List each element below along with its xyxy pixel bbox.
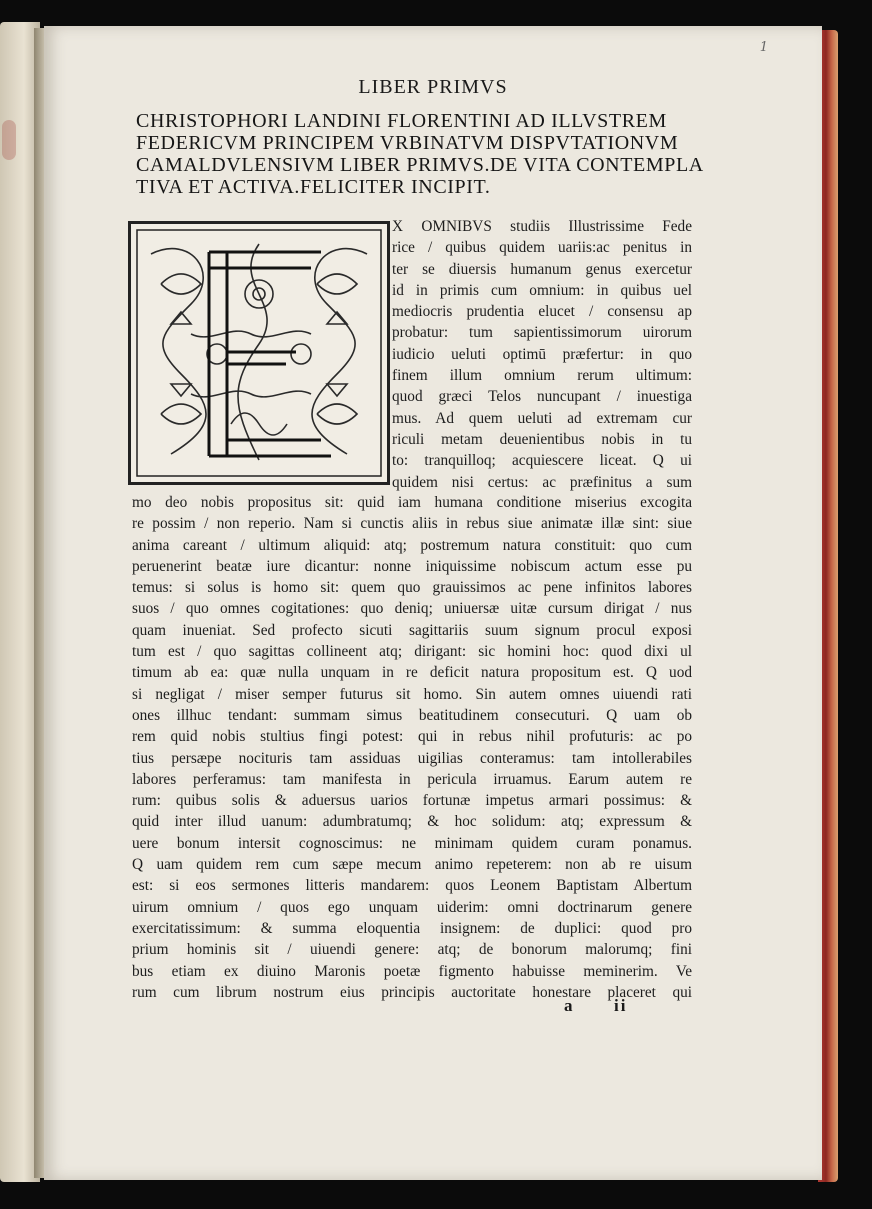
text-line: id in primis cum omnium: in quibus uel	[392, 281, 692, 299]
text-line: X OMNIBVS studiis Illustrissime Fede	[392, 218, 692, 235]
text-line: finem illum omnium rerum ultimum:	[392, 367, 692, 385]
text-line: tius persæpe nocituris tam assiduas uigilias conteramus: tam intollerabiles	[132, 749, 692, 767]
text-line: probatur: tum sapientissimorum uirorum	[392, 324, 692, 342]
text-line: timum ab ea: quæ nulla unquam in re deficit natura propositum est. Q uod	[132, 664, 692, 682]
signature-number: ii	[614, 996, 628, 1015]
running-head: LIBER PRIMVS	[358, 76, 508, 98]
text-line: quod græci Telos nuncupant / inuestiga	[392, 388, 692, 406]
title-line: FEDERICVM PRINCIPEM VRBINATVM DISPVTATIONVM	[136, 132, 679, 154]
text-line: iudicio ueluti optimū præfertur: in quo	[392, 345, 692, 363]
text-line: Q uam quidem rem cum sæpe mecum animo repeterem: non ab re uisum	[132, 856, 692, 874]
title-line: CAMALDVLENSIVM LIBER PRIMVS.DE VITA CONTEMPLA	[136, 154, 704, 176]
title-block	[136, 110, 704, 198]
text-line: mo deo nobis propositus sit: quid iam humana conditione miserius excogita	[132, 494, 692, 511]
text-line: uirum omnium / quos ego unquam uiderim: omni doctrinarum genere	[132, 898, 692, 916]
text-line: suos / quo omnes cogitationes: quo deniq; uniuersæ uitæ cursum dirigat / nus	[132, 600, 692, 618]
folio-number: 1	[759, 40, 768, 55]
text-column-wide	[132, 492, 692, 1003]
text-line: prium hominis sit / uiuendi genere: atq; de bonorum malorumq; fini	[132, 941, 692, 959]
text-line: bus etiam ex diuino Maronis poetæ figmento habuisse meminerim. Ve	[132, 962, 692, 980]
signature-letter: a	[564, 996, 575, 1015]
floral-initial-woodcut	[131, 224, 387, 482]
text-line: est: si eos sermones litteris mandarem: quos Leonem Baptistam Albertum	[132, 877, 692, 895]
title-line: CHRISTOPHORI LANDINI FLORENTINI AD ILLVSTREM	[136, 110, 667, 132]
text-line: ter se diuersis humanum genus exercetur	[392, 260, 692, 278]
text-line: tum est / quo sagittas collineent atq; dirigant: sic homini hoc: quod dixi ul	[132, 643, 692, 661]
decorated-initial	[128, 221, 390, 485]
text-line: rice / quibus quidem uariis:ac penitus in	[392, 239, 692, 257]
text-column-narrow	[392, 216, 692, 493]
text-line: riculi metam deuenientibus nobis in tu	[392, 430, 692, 448]
text-line: anima careant / ultimum aliquid: atq; postremum natura constituit: quo cum	[132, 536, 692, 554]
text-line: ones illhuc tendant: summam simus beatitudinem consecuturi. Q uam ob	[132, 706, 692, 724]
title-line: TIVA ET ACTIVA.FELICITER INCIPIT.	[136, 176, 491, 198]
text-line: quam inueniat. Sed profecto sicuti sagittariis suum signum procul exposi	[132, 621, 692, 639]
text-line: rum cum librum nostrum eius principis auctoritate honestare placeret qui	[132, 983, 692, 1001]
text-line: re possim / non reperio. Nam si cunctis aliis in rebus siue animatæ illæ sint: siue	[132, 515, 692, 533]
text-line: uere bonum intersit cognoscimus: ne minimam quidem curam ponamus.	[132, 834, 692, 852]
text-line: rem quid nobis stultius fingi potest: qui in rebus nihil profuturis: ac po	[132, 728, 692, 746]
text-line: exercitatissimum: & summa eloquentia insignem: de duplici: quod pro	[132, 919, 692, 937]
text-line: labores perferamus: tam manifesta in pericula irruamus. Earum autem re	[132, 770, 692, 788]
text-line: to: tranquilloq; acquiescere liceat. Q ui	[392, 452, 692, 470]
text-line: temus: si solus is homo sit: quem quo grauissimos ac pene infinitos labores	[132, 579, 692, 597]
text-line: mus. Ad quem ueluti ad extremam cur	[392, 409, 692, 427]
text-line: quidem nisi certus: ac præfinitus a sum	[392, 473, 692, 491]
text-line: mediocris prudentia elucet / consensu ap	[392, 303, 692, 321]
page-stain	[2, 120, 16, 160]
book-page	[44, 26, 822, 1180]
text-line: si negligat / miser semper futurus sit homo. Sin autem omnes uiuendi rati	[132, 685, 692, 703]
text-line: quid inter illud uanum: adumbratumq; & hoc solidum: atq; expressum &	[132, 813, 692, 831]
text-line: rum: quibus solis & aduersus uarios fortunæ impetus armari possimus: &	[132, 792, 692, 810]
initial-letter: E	[258, 374, 260, 375]
text-line: peruenerint beatæ iure dicantur: nonne iniquissime nobiscum actum esse pu	[132, 557, 692, 575]
